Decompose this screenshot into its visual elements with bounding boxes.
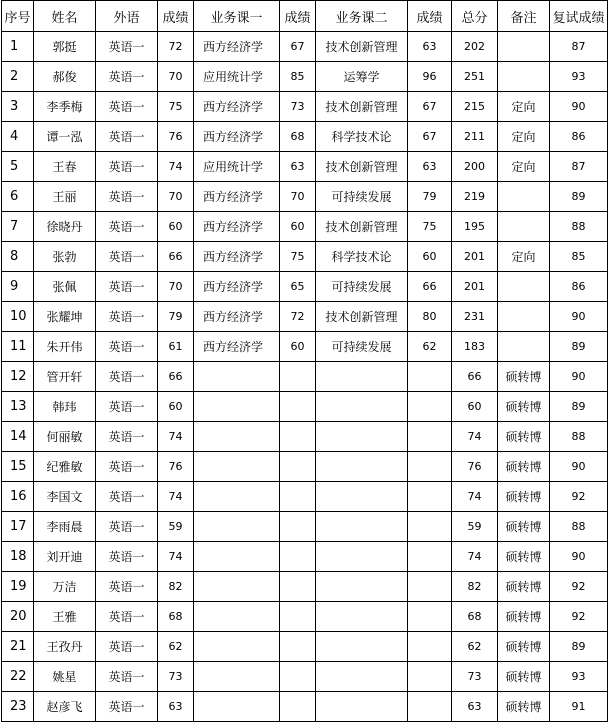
cell-course-1-score: 68 <box>280 122 316 152</box>
cell-course-1-score: 75 <box>280 242 316 272</box>
cell-course-2 <box>316 542 408 572</box>
cell-total: 201 <box>452 242 498 272</box>
table-row <box>2 422 608 452</box>
cell-index: 9 <box>2 272 34 302</box>
cell-course-1 <box>194 572 280 602</box>
cell-name: 朱开伟 <box>34 332 96 362</box>
cell-course-2-score <box>408 662 452 692</box>
cell-name: 张佩 <box>34 272 96 302</box>
cell-index: 17 <box>2 512 34 542</box>
cell-course-1-score <box>280 512 316 542</box>
cell-language-score: 60 <box>158 392 194 422</box>
header-language-score: 成绩 <box>158 1 194 32</box>
cell-total: 76 <box>452 452 498 482</box>
cell-course-2-score <box>408 602 452 632</box>
cell-course-1-score: 63 <box>280 152 316 182</box>
cell-language-score: 76 <box>158 452 194 482</box>
table-row <box>2 32 608 62</box>
cell-language: 英语一 <box>96 242 158 272</box>
table-row <box>2 572 608 602</box>
cell-language-score: 62 <box>158 632 194 662</box>
cell-index: 16 <box>2 482 34 512</box>
cell-retest-score: 89 <box>550 332 608 362</box>
cell-language-score: 73 <box>158 662 194 692</box>
cell-note <box>498 212 550 242</box>
cell-note: 硕转博 <box>498 692 550 722</box>
cell-index: 10 <box>2 302 34 332</box>
header-retest-score: 复试成绩 <box>550 1 608 32</box>
cell-course-1: 西方经济学 <box>194 332 280 362</box>
cell-index: 23 <box>2 692 34 722</box>
cell-course-2-score: 67 <box>408 92 452 122</box>
cell-language-score: 72 <box>158 32 194 62</box>
cell-course-2: 可持续发展 <box>316 182 408 212</box>
cell-course-1: 西方经济学 <box>194 272 280 302</box>
cell-language-score: 61 <box>158 332 194 362</box>
cell-language-score: 59 <box>158 512 194 542</box>
cell-index: 22 <box>2 662 34 692</box>
cell-note: 定向 <box>498 242 550 272</box>
cell-index: 6 <box>2 182 34 212</box>
cell-retest-score: 92 <box>550 482 608 512</box>
table-body <box>2 32 608 722</box>
cell-course-1 <box>194 452 280 482</box>
cell-course-2: 技术创新管理 <box>316 212 408 242</box>
cell-note: 硕转博 <box>498 392 550 422</box>
header-course-1-score: 成绩 <box>280 1 316 32</box>
cell-language-score: 74 <box>158 152 194 182</box>
cell-course-2: 科学技术论 <box>316 122 408 152</box>
cell-note <box>498 272 550 302</box>
cell-course-2-score: 79 <box>408 182 452 212</box>
cell-name: 王丽 <box>34 182 96 212</box>
table-row <box>2 122 608 152</box>
cell-course-2-score: 63 <box>408 32 452 62</box>
cell-course-1-score <box>280 692 316 722</box>
cell-course-2: 技术创新管理 <box>316 32 408 62</box>
cell-note: 硕转博 <box>498 362 550 392</box>
header-row <box>2 1 608 32</box>
cell-course-2 <box>316 572 408 602</box>
table-row <box>2 152 608 182</box>
cell-total: 200 <box>452 152 498 182</box>
cell-course-1 <box>194 542 280 572</box>
cell-language: 英语一 <box>96 62 158 92</box>
cell-course-2 <box>316 662 408 692</box>
cell-index: 3 <box>2 92 34 122</box>
header-course-2: 业务课二 <box>316 1 408 32</box>
cell-total: 211 <box>452 122 498 152</box>
cell-course-1: 西方经济学 <box>194 212 280 242</box>
table-row <box>2 62 608 92</box>
cell-language: 英语一 <box>96 332 158 362</box>
cell-course-1-score <box>280 422 316 452</box>
cell-total: 68 <box>452 602 498 632</box>
cell-total: 62 <box>452 632 498 662</box>
cell-name: 郝俊 <box>34 62 96 92</box>
table-row <box>2 272 608 302</box>
cell-name: 张勃 <box>34 242 96 272</box>
cell-index: 14 <box>2 422 34 452</box>
cell-course-1-score <box>280 482 316 512</box>
cell-retest-score: 87 <box>550 32 608 62</box>
table-row <box>2 302 608 332</box>
table-row <box>2 632 608 662</box>
cell-language-score: 63 <box>158 692 194 722</box>
cell-index: 1 <box>2 32 34 62</box>
cell-language: 英语一 <box>96 692 158 722</box>
cell-course-1-score: 70 <box>280 182 316 212</box>
cell-course-1: 西方经济学 <box>194 92 280 122</box>
cell-name: 纪雅敏 <box>34 452 96 482</box>
cell-course-2-score <box>408 512 452 542</box>
header-total: 总分 <box>452 1 498 32</box>
cell-course-2-score <box>408 692 452 722</box>
cell-total: 74 <box>452 542 498 572</box>
cell-course-1 <box>194 602 280 632</box>
cell-retest-score: 89 <box>550 392 608 422</box>
cell-name: 李雨晨 <box>34 512 96 542</box>
cell-index: 12 <box>2 362 34 392</box>
cell-language-score: 75 <box>158 92 194 122</box>
cell-course-2 <box>316 692 408 722</box>
cell-name: 何丽敏 <box>34 422 96 452</box>
cell-name: 万洁 <box>34 572 96 602</box>
cell-course-1 <box>194 482 280 512</box>
cell-language: 英语一 <box>96 212 158 242</box>
cell-name: 管开轩 <box>34 362 96 392</box>
cell-index: 4 <box>2 122 34 152</box>
cell-total: 195 <box>452 212 498 242</box>
cell-total: 231 <box>452 302 498 332</box>
table-row <box>2 92 608 122</box>
cell-course-1 <box>194 662 280 692</box>
cell-retest-score: 93 <box>550 62 608 92</box>
cell-language-score: 74 <box>158 482 194 512</box>
cell-course-2: 可持续发展 <box>316 332 408 362</box>
cell-total: 73 <box>452 662 498 692</box>
cell-language: 英语一 <box>96 122 158 152</box>
cell-note <box>498 302 550 332</box>
cell-retest-score: 90 <box>550 362 608 392</box>
table-row <box>2 662 608 692</box>
cell-course-2-score: 63 <box>408 152 452 182</box>
cell-course-2: 技术创新管理 <box>316 152 408 182</box>
cell-total: 59 <box>452 512 498 542</box>
cell-note: 硕转博 <box>498 422 550 452</box>
cell-index: 11 <box>2 332 34 362</box>
cell-course-1-score: 60 <box>280 212 316 242</box>
cell-course-2-score <box>408 362 452 392</box>
cell-name: 姚星 <box>34 662 96 692</box>
cell-course-2-score: 75 <box>408 212 452 242</box>
cell-language-score: 79 <box>158 302 194 332</box>
cell-total: 74 <box>452 422 498 452</box>
cell-language: 英语一 <box>96 602 158 632</box>
cell-course-1: 西方经济学 <box>194 122 280 152</box>
table-row <box>2 212 608 242</box>
cell-course-2-score: 80 <box>408 302 452 332</box>
header-name: 姓名 <box>34 1 96 32</box>
cell-language: 英语一 <box>96 572 158 602</box>
cell-language: 英语一 <box>96 302 158 332</box>
cell-course-1-score: 67 <box>280 32 316 62</box>
cell-language-score: 82 <box>158 572 194 602</box>
cell-course-2 <box>316 512 408 542</box>
cell-note: 硕转博 <box>498 572 550 602</box>
cell-course-2 <box>316 602 408 632</box>
cell-language-score: 70 <box>158 182 194 212</box>
cell-course-2: 运筹学 <box>316 62 408 92</box>
cell-language-score: 76 <box>158 122 194 152</box>
score-table <box>1 0 608 722</box>
cell-language: 英语一 <box>96 272 158 302</box>
cell-retest-score: 90 <box>550 302 608 332</box>
cell-retest-score: 90 <box>550 452 608 482</box>
cell-retest-score: 92 <box>550 572 608 602</box>
cell-course-2-score <box>408 542 452 572</box>
cell-course-2 <box>316 422 408 452</box>
cell-total: 183 <box>452 332 498 362</box>
cell-course-1-score <box>280 602 316 632</box>
cell-course-1 <box>194 512 280 542</box>
cell-course-1-score: 85 <box>280 62 316 92</box>
cell-retest-score: 88 <box>550 512 608 542</box>
cell-course-1-score <box>280 542 316 572</box>
cell-language: 英语一 <box>96 32 158 62</box>
cell-total: 202 <box>452 32 498 62</box>
header-note: 备注 <box>498 1 550 32</box>
table-row <box>2 332 608 362</box>
cell-language-score: 66 <box>158 362 194 392</box>
cell-total: 60 <box>452 392 498 422</box>
cell-language: 英语一 <box>96 662 158 692</box>
cell-course-2: 可持续发展 <box>316 272 408 302</box>
cell-index: 21 <box>2 632 34 662</box>
cell-index: 15 <box>2 452 34 482</box>
cell-retest-score: 90 <box>550 542 608 572</box>
cell-note <box>498 62 550 92</box>
cell-course-1 <box>194 422 280 452</box>
cell-course-1-score <box>280 662 316 692</box>
cell-index: 13 <box>2 392 34 422</box>
cell-name: 李国文 <box>34 482 96 512</box>
cell-language-score: 66 <box>158 242 194 272</box>
cell-language-score: 74 <box>158 422 194 452</box>
table-row <box>2 452 608 482</box>
cell-language: 英语一 <box>96 152 158 182</box>
table-row <box>2 392 608 422</box>
cell-name: 王孜丹 <box>34 632 96 662</box>
cell-retest-score: 90 <box>550 92 608 122</box>
cell-course-1: 西方经济学 <box>194 242 280 272</box>
cell-note <box>498 32 550 62</box>
cell-total: 66 <box>452 362 498 392</box>
cell-total: 63 <box>452 692 498 722</box>
cell-note: 定向 <box>498 152 550 182</box>
cell-index: 7 <box>2 212 34 242</box>
cell-language: 英语一 <box>96 182 158 212</box>
cell-note: 硕转博 <box>498 512 550 542</box>
cell-course-1 <box>194 632 280 662</box>
cell-course-1-score <box>280 632 316 662</box>
cell-retest-score: 89 <box>550 182 608 212</box>
cell-note: 硕转博 <box>498 602 550 632</box>
cell-course-2 <box>316 392 408 422</box>
cell-name: 刘开迪 <box>34 542 96 572</box>
cell-total: 74 <box>452 482 498 512</box>
cell-course-1: 西方经济学 <box>194 32 280 62</box>
cell-course-1 <box>194 692 280 722</box>
cell-name: 张耀坤 <box>34 302 96 332</box>
cell-note <box>498 182 550 212</box>
cell-total: 201 <box>452 272 498 302</box>
header-course-2-score: 成绩 <box>408 1 452 32</box>
cell-total: 215 <box>452 92 498 122</box>
table-row <box>2 692 608 722</box>
cell-language: 英语一 <box>96 362 158 392</box>
cell-course-1-score: 65 <box>280 272 316 302</box>
cell-language-score: 70 <box>158 272 194 302</box>
cell-note: 硕转博 <box>498 542 550 572</box>
cell-retest-score: 86 <box>550 122 608 152</box>
cell-note: 硕转博 <box>498 662 550 692</box>
cell-course-1-score <box>280 572 316 602</box>
cell-course-1: 应用统计学 <box>194 62 280 92</box>
cell-language: 英语一 <box>96 452 158 482</box>
cell-course-2: 技术创新管理 <box>316 302 408 332</box>
cell-course-2 <box>316 452 408 482</box>
cell-language-score: 74 <box>158 542 194 572</box>
cell-note <box>498 332 550 362</box>
cell-index: 18 <box>2 542 34 572</box>
cell-name: 赵彦飞 <box>34 692 96 722</box>
cell-index: 20 <box>2 602 34 632</box>
cell-course-1-score <box>280 452 316 482</box>
cell-course-2-score: 60 <box>408 242 452 272</box>
cell-course-2-score: 66 <box>408 272 452 302</box>
cell-course-1-score <box>280 392 316 422</box>
cell-course-2-score: 96 <box>408 62 452 92</box>
cell-note: 硕转博 <box>498 452 550 482</box>
cell-retest-score: 87 <box>550 152 608 182</box>
cell-course-2-score <box>408 452 452 482</box>
cell-name: 李季梅 <box>34 92 96 122</box>
cell-language: 英语一 <box>96 632 158 662</box>
header-course-1: 业务课一 <box>194 1 280 32</box>
cell-course-2: 技术创新管理 <box>316 92 408 122</box>
cell-language: 英语一 <box>96 542 158 572</box>
cell-course-1: 西方经济学 <box>194 182 280 212</box>
table-row <box>2 362 608 392</box>
cell-index: 8 <box>2 242 34 272</box>
cell-course-1-score: 60 <box>280 332 316 362</box>
cell-course-1-score <box>280 362 316 392</box>
cell-name: 韩玮 <box>34 392 96 422</box>
cell-course-2-score: 62 <box>408 332 452 362</box>
cell-course-1-score: 73 <box>280 92 316 122</box>
cell-language: 英语一 <box>96 92 158 122</box>
cell-total: 219 <box>452 182 498 212</box>
cell-language: 英语一 <box>96 422 158 452</box>
cell-course-2-score <box>408 482 452 512</box>
cell-course-1 <box>194 362 280 392</box>
cell-language-score: 70 <box>158 62 194 92</box>
cell-course-2: 科学技术论 <box>316 242 408 272</box>
table-row <box>2 602 608 632</box>
cell-course-2 <box>316 482 408 512</box>
cell-retest-score: 85 <box>550 242 608 272</box>
cell-retest-score: 89 <box>550 632 608 662</box>
cell-index: 5 <box>2 152 34 182</box>
cell-language-score: 68 <box>158 602 194 632</box>
cell-course-1: 应用统计学 <box>194 152 280 182</box>
table-row <box>2 512 608 542</box>
cell-language: 英语一 <box>96 512 158 542</box>
cell-course-2-score <box>408 392 452 422</box>
cell-index: 19 <box>2 572 34 602</box>
cell-course-1-score: 72 <box>280 302 316 332</box>
cell-name: 王春 <box>34 152 96 182</box>
cell-note: 硕转博 <box>498 482 550 512</box>
cell-note: 硕转博 <box>498 632 550 662</box>
header-language: 外语 <box>96 1 158 32</box>
cell-language: 英语一 <box>96 482 158 512</box>
cell-course-2 <box>316 362 408 392</box>
cell-course-1 <box>194 392 280 422</box>
cell-language-score: 60 <box>158 212 194 242</box>
cell-name: 郭挺 <box>34 32 96 62</box>
header-index: 序号 <box>2 1 34 32</box>
cell-name: 王雅 <box>34 602 96 632</box>
cell-course-1: 西方经济学 <box>194 302 280 332</box>
table-row <box>2 542 608 572</box>
cell-total: 251 <box>452 62 498 92</box>
cell-retest-score: 86 <box>550 272 608 302</box>
cell-language: 英语一 <box>96 392 158 422</box>
table-row <box>2 482 608 512</box>
cell-course-2-score <box>408 422 452 452</box>
cell-name: 谭一泓 <box>34 122 96 152</box>
cell-total: 82 <box>452 572 498 602</box>
cell-course-2-score: 67 <box>408 122 452 152</box>
cell-course-2-score <box>408 632 452 662</box>
cell-retest-score: 93 <box>550 662 608 692</box>
cell-note: 定向 <box>498 92 550 122</box>
cell-retest-score: 88 <box>550 422 608 452</box>
cell-course-2-score <box>408 572 452 602</box>
cell-retest-score: 92 <box>550 602 608 632</box>
cell-index: 2 <box>2 62 34 92</box>
cell-name: 徐晓丹 <box>34 212 96 242</box>
cell-retest-score: 88 <box>550 212 608 242</box>
cell-course-2 <box>316 632 408 662</box>
table-row <box>2 182 608 212</box>
cell-note: 定向 <box>498 122 550 152</box>
table-row <box>2 242 608 272</box>
cell-retest-score: 91 <box>550 692 608 722</box>
